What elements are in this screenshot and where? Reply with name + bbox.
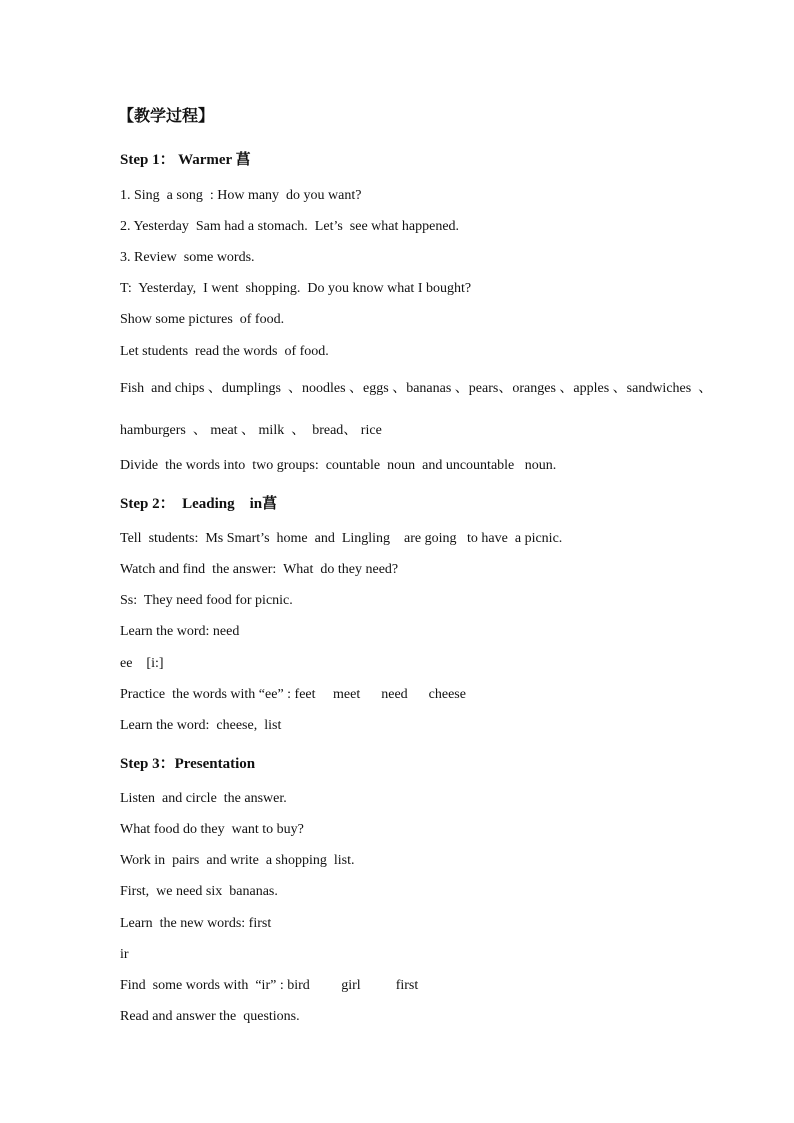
step-1-heading: Step 1： Warmer 菖 [120, 152, 251, 168]
step-2-heading: Step 2： Leading in菖 [120, 496, 278, 512]
step-3-heading: Step 3：Presentation [120, 756, 256, 772]
body-line: Find some words with “ir” : bird girl first [120, 978, 419, 993]
body-line: Read and answer the questions. [120, 1009, 300, 1024]
food-list-line: Fish and chips 、dumplings 、noodles 、eggs 、bananas 、pears、oranges 、apples 、sandwiches 、 [120, 381, 713, 396]
body-line: Learn the new words: first [120, 916, 272, 931]
body-line: Show some pictures of food. [120, 312, 285, 327]
body-line: Watch and find the answer: What do they need? [120, 562, 399, 577]
phonics-line: ir [120, 947, 129, 962]
body-line: Learn the word: cheese, list [120, 718, 282, 733]
body-line: Listen and circle the answer. [120, 791, 287, 806]
section-title: 【教学过程】 [118, 108, 215, 125]
body-line: Learn the word: need [120, 624, 240, 639]
body-line: T: Yesterday, I went shopping. Do you know what I bought? [120, 281, 472, 296]
body-line: 1. Sing a song : How many do you want? [120, 188, 362, 203]
food-list-line: hamburgers 、 meat 、 milk 、 bread、 rice [120, 423, 382, 438]
body-line: 2. Yesterday Sam had a stomach. Let’s see what happened. [120, 219, 460, 234]
phonics-line: ee [i:] [120, 656, 164, 671]
body-line: Divide the words into two groups: countable noun and uncountable noun. [120, 458, 557, 473]
body-line: Tell students: Ms Smart’s home and Lingling are going to have a picnic. [120, 531, 563, 546]
body-line: First, we need six bananas. [120, 884, 278, 899]
body-line: Let students read the words of food. [120, 344, 329, 359]
body-line: Practice the words with “ee” : feet meet need cheese [120, 687, 466, 702]
body-line: 3. Review some words. [120, 250, 255, 265]
body-line: Work in pairs and write a shopping list. [120, 853, 355, 868]
body-line: What food do they want to buy? [120, 822, 304, 837]
body-line: Ss: They need food for picnic. [120, 593, 293, 608]
